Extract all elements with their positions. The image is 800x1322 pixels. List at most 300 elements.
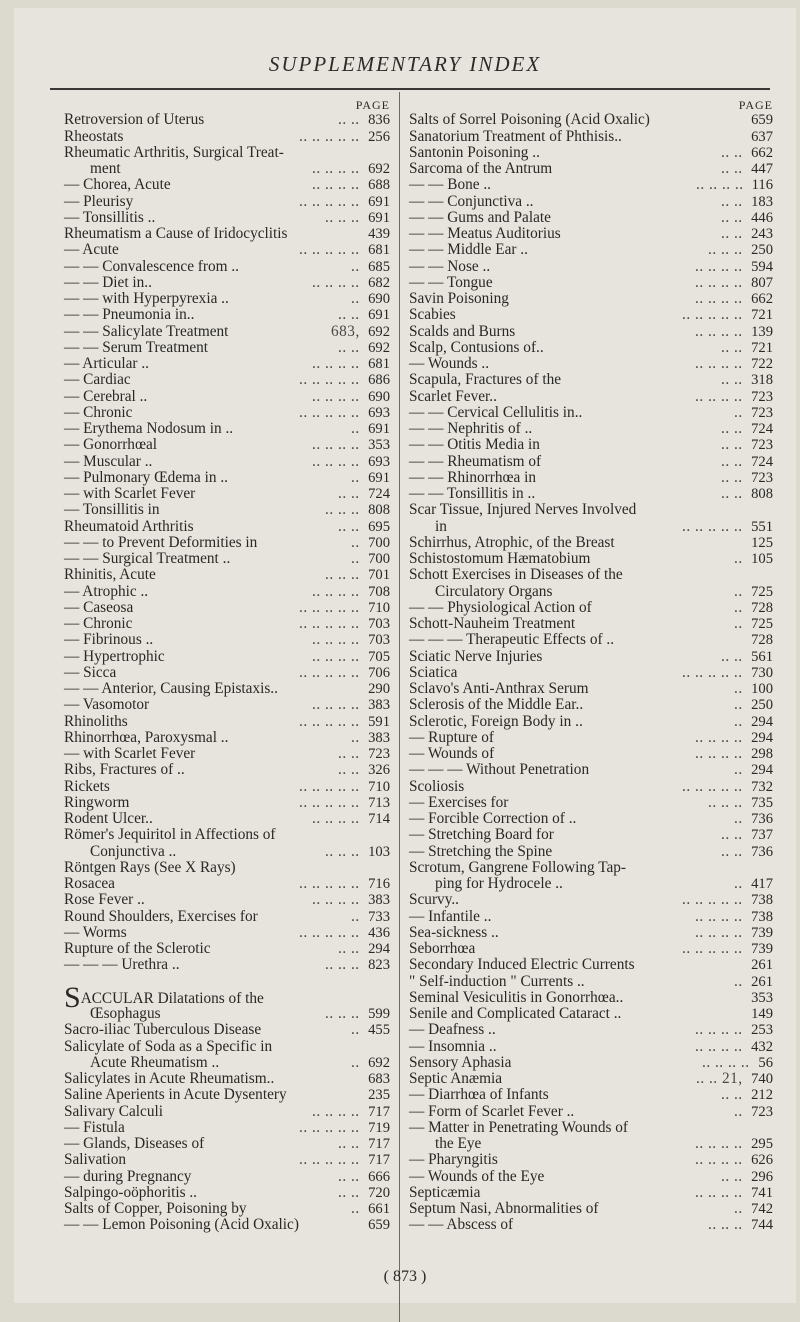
entry-term: — Tonsillitis in	[64, 501, 160, 519]
entry-term: ment	[90, 160, 121, 177]
entry-term: Sciatic Nerve Injuries	[409, 647, 543, 665]
page-header: SUPPLEMENTARY INDEX	[268, 52, 542, 76]
entry-term: — Chronic	[64, 403, 133, 421]
entry-page-number: 735	[751, 794, 773, 811]
entry-leader: .. ..	[721, 338, 743, 356]
index-entry	[409, 1136, 773, 1152]
index-entry	[409, 486, 773, 502]
entry-page-number: 256	[368, 128, 390, 145]
entry-term: Salts of Copper, Poisoning by	[64, 1200, 247, 1217]
index-entry	[64, 860, 390, 876]
entry-leader: ..	[734, 680, 743, 697]
index-entry	[64, 1169, 390, 1185]
entry-leader: ..	[351, 1053, 360, 1071]
entry-leader: .. .. .. ..	[695, 355, 743, 372]
entry-page-number: 723	[751, 404, 773, 421]
entry-term: — — — Without Penetration	[409, 761, 590, 779]
entry-leader: .. .. .. .. ..	[682, 940, 743, 957]
entry-leader: ..	[351, 257, 360, 275]
index-entry	[409, 1039, 773, 1055]
entry-page-number: 714	[368, 811, 390, 827]
entry-leader: .. .. .. .. ..	[299, 923, 360, 941]
entry-term: Saline Aperients in Acute Dysentery	[64, 1086, 287, 1104]
entry-term: Œsophagus	[90, 1005, 161, 1022]
index-entry	[64, 356, 390, 372]
entry-leader: ..	[351, 1200, 360, 1217]
entry-page-number: 723	[751, 1103, 773, 1120]
entry-page-number: 738	[751, 908, 773, 925]
entry-leader: .. ..	[338, 1183, 360, 1201]
entry-leader: .. .. .. .. ..	[682, 777, 743, 795]
entry-page-number: 432	[751, 1038, 773, 1055]
entry-term: — Muscular ..	[64, 452, 153, 470]
entry-term: Septic Anæmia	[409, 1070, 503, 1087]
entry-page-number: 691	[368, 307, 390, 324]
index-entry	[64, 1039, 390, 1055]
entry-page-number: 681	[368, 356, 390, 372]
entry-page-number: 662	[751, 144, 773, 161]
index-entry	[409, 697, 773, 713]
entry-term: Rose Fever ..	[64, 891, 145, 909]
entry-term: — Fibrinous ..	[64, 631, 154, 649]
index-entry	[64, 535, 390, 551]
entry-leader: ..	[351, 907, 360, 925]
index-entry	[64, 892, 390, 908]
entry-leader: ..	[734, 550, 743, 567]
index-entry	[64, 957, 390, 973]
entry-leader: ..	[734, 761, 743, 779]
entry-page-number: 561	[751, 648, 773, 665]
entry-leader: .. .. ..	[325, 208, 360, 226]
entry-leader: .. .. .. ..	[695, 273, 743, 291]
entry-page-number: 717	[368, 1136, 390, 1152]
entry-page-number: 659	[751, 112, 773, 129]
entry-term: — Stretching the Spine	[409, 842, 553, 860]
entry-leader: .. ..	[721, 436, 743, 454]
entry-page-number: 693	[368, 453, 390, 470]
index-entry	[64, 632, 390, 648]
entry-page-number: 436	[368, 924, 390, 941]
entry-term: — — Physiological Action of	[409, 598, 592, 616]
index-entry	[409, 827, 773, 843]
entry-term: — Rupture of	[409, 728, 494, 746]
entry-page-number: 693	[368, 404, 390, 421]
entry-page-number: 353	[368, 437, 390, 454]
entry-term: Scoliosis	[409, 777, 465, 795]
entry-term: — — — Urethra ..	[64, 956, 180, 974]
entry-term: Scrotum, Gangrene Following Tap-	[409, 858, 627, 876]
index-entry	[64, 1022, 390, 1038]
entry-leader: .. .. .. .. ..	[299, 615, 360, 632]
entry-page-number: 139	[751, 323, 773, 340]
index-entry	[409, 275, 773, 291]
index-entry	[409, 210, 773, 226]
index-entry	[64, 502, 390, 518]
entry-page-number: 706	[368, 664, 390, 681]
entry-term: Sclerosis of the Middle Ear..	[409, 696, 584, 714]
entry-term: — Atrophic ..	[64, 582, 149, 600]
entry-leader: .. .. .. ..	[696, 176, 744, 194]
entry-leader: .. .. .. ..	[695, 923, 743, 941]
entry-term: Sciatica	[409, 663, 458, 681]
entry-term: Savin Poisoning	[409, 290, 509, 307]
entry-leader: .. .. .. ..	[312, 810, 360, 827]
index-entry	[64, 681, 390, 697]
entry-page-number: 701	[368, 567, 390, 584]
entry-term: Salivary Calculi	[64, 1102, 163, 1120]
index-entry	[64, 259, 390, 275]
entry-leader: ..	[734, 598, 743, 616]
entry-leader: .. .. ..	[708, 1216, 743, 1234]
entry-leader: ..	[734, 615, 743, 632]
entry-page-number: 732	[751, 778, 773, 795]
entry-term: — — Salicylate Treatment	[64, 322, 229, 340]
entry-leader: .. .. .. .. ..	[299, 793, 360, 811]
entry-page-number: 728	[751, 632, 773, 649]
index-entry	[409, 990, 773, 1006]
entry-term: " Self-induction " Currents ..	[409, 972, 585, 990]
index-entry	[64, 665, 390, 681]
entry-leader: .. .. .. ..	[312, 647, 360, 665]
entry-term: — — Anterior, Causing Epistaxis..	[64, 680, 278, 697]
index-entry	[64, 941, 390, 957]
entry-leader: ..	[351, 468, 360, 486]
entry-term: — Chorea, Acute	[64, 176, 171, 194]
entry-term: — Sicca	[64, 663, 117, 681]
entry-leader: .. ..	[721, 160, 743, 177]
entry-page-number: 691	[368, 421, 390, 437]
index-entry	[409, 714, 773, 730]
index-entry	[409, 307, 773, 323]
entry-term: Schott-Nauheim Treatment	[409, 615, 576, 632]
entry-page-number: 626	[751, 1152, 773, 1169]
entry-term: — Erythema Nodosum in ..	[64, 420, 234, 437]
entry-term: — during Pregnancy	[64, 1167, 192, 1185]
entry-page-number: 717	[368, 1152, 390, 1169]
entry-term: — — Nose ..	[409, 257, 491, 275]
index-entry	[409, 925, 773, 941]
entry-leader: .. .. .. ..	[312, 160, 360, 177]
index-entry	[64, 600, 390, 616]
entry-page-number: 723	[751, 437, 773, 454]
entry-page-number: 703	[368, 632, 390, 649]
entry-leader: .. .. .. ..	[312, 452, 360, 470]
entry-term: — — Convalescence from ..	[64, 257, 240, 275]
entry-leader: ..	[351, 550, 360, 567]
entry-leader: .. ..	[338, 745, 360, 762]
entry-page-number: 294	[751, 762, 773, 779]
entry-term: Scabies	[409, 306, 456, 324]
index-entry	[409, 259, 773, 275]
index-entry	[64, 697, 390, 713]
entry-leader: ..	[734, 1200, 743, 1217]
entry-page-number: 56	[758, 1054, 773, 1071]
entry-page-number: 721	[751, 307, 773, 324]
index-entry	[64, 909, 390, 925]
index-entry	[409, 535, 773, 551]
entry-term: — Forcible Correction of ..	[409, 810, 577, 827]
entry-page-number: 682	[368, 274, 390, 291]
index-entry	[409, 1022, 773, 1038]
entry-leader: .. .. .. .. ..	[299, 192, 360, 210]
entry-page-number: 736	[751, 811, 773, 827]
index-entry	[409, 730, 773, 746]
entry-page-number: 710	[368, 599, 390, 616]
entry-leader: .. .. .. ..	[695, 1037, 743, 1055]
entry-page-number: 692	[368, 339, 390, 356]
entry-page-number: 705	[368, 648, 390, 665]
index-entry	[409, 356, 773, 372]
entry-page-number: 703	[368, 616, 390, 632]
entry-page-number: 692	[368, 161, 390, 177]
entry-leader: .. .. .. ..	[312, 355, 360, 372]
entry-term: — — Gums and Palate	[409, 208, 551, 226]
entry-term: Sea-sickness ..	[409, 923, 499, 941]
entry-page-number: 294	[751, 729, 773, 746]
entry-leader: .. .. .. ..	[695, 1135, 743, 1152]
entry-term: Sclerotic, Foreign Body in ..	[409, 712, 583, 730]
entry-term: — Vasomotor	[64, 696, 150, 714]
index-entry	[409, 112, 773, 128]
entry-page-number: 683	[368, 1071, 390, 1087]
index-entry	[409, 876, 773, 892]
entry-term: — — Rhinorrhœa in	[409, 468, 537, 486]
index-entry	[409, 1217, 773, 1233]
entry-term: Rhinorrhœa, Paroxysmal ..	[64, 728, 229, 746]
entry-leader: .. ..	[721, 371, 743, 389]
index-entry	[64, 470, 390, 486]
index-entry	[64, 811, 390, 827]
entry-page-number: 720	[368, 1184, 390, 1201]
entry-term: — Articular ..	[64, 355, 149, 372]
entry-page-number: 744	[751, 1217, 773, 1234]
entry-leader: .. .. .. ..	[695, 745, 743, 762]
index-entry	[64, 1136, 390, 1152]
entry-leader: .. ..	[338, 338, 360, 356]
index-entry	[409, 1169, 773, 1185]
entry-leader: .. .. .. ..	[695, 907, 743, 925]
index-entry	[64, 1152, 390, 1168]
entry-leader: .. ..	[721, 225, 743, 242]
entry-page-number: 637	[751, 128, 773, 145]
entry-term: Septum Nasi, Abnormalities of	[409, 1200, 599, 1217]
entry-leader: .. .. .. .. ..	[299, 1118, 360, 1136]
entry-page-number: 713	[368, 794, 390, 811]
index-entry	[64, 649, 390, 665]
entry-term: — Pharyngitis	[409, 1151, 498, 1169]
entry-term: in	[435, 517, 447, 535]
index-entry	[409, 177, 773, 193]
index-entry	[409, 421, 773, 437]
entry-page-number: 736	[751, 843, 773, 860]
entry-page-number: 722	[751, 356, 773, 372]
entry-term: Seminal Vesiculitis in Gonorrhœa..	[409, 988, 624, 1006]
entry-term: — Wounds of the Eye	[409, 1167, 545, 1185]
entry-leader: .. .. ..	[708, 793, 743, 811]
index-entry	[64, 1201, 390, 1217]
entry-page-number: 105	[751, 551, 773, 567]
index-entry	[409, 974, 773, 990]
entry-leader: .. .. .. ..	[695, 1151, 743, 1169]
entry-term: Scurvy..	[409, 891, 459, 909]
entry-page-number: 710	[368, 778, 390, 795]
entry-term: Rupture of the Sclerotic	[64, 940, 211, 957]
entry-term: — Wounds ..	[409, 355, 490, 372]
entry-leader: .. .. .. ..	[312, 582, 360, 600]
entry-leader: .. .. .. ..	[312, 891, 360, 909]
entry-term: — — to Prevent Deformities in	[64, 533, 258, 551]
entry-term: Scalp, Contusions of..	[409, 338, 544, 356]
index-entry	[409, 567, 773, 583]
entry-leader: .. ..	[338, 306, 360, 324]
index-entry	[64, 340, 390, 356]
entry-page-number: 686	[368, 372, 390, 389]
entry-term: — — with Hyperpyrexia ..	[64, 290, 229, 307]
entry-page-number: 808	[751, 486, 773, 502]
entry-leader: .. ..	[338, 761, 360, 779]
entry-page-number: 294	[751, 713, 773, 730]
entry-leader: ..	[734, 810, 743, 827]
page-column-label: PAGE	[355, 98, 390, 112]
index-entry	[64, 551, 390, 567]
entry-page-number: 261	[751, 957, 773, 974]
entry-page-number: 261	[751, 973, 773, 990]
entry-page-number: 737	[751, 827, 773, 844]
entry-page-number: 591	[368, 713, 390, 730]
entry-page-number: 725	[751, 616, 773, 632]
entry-term: Sclavo's Anti-Anthrax Serum	[409, 680, 589, 697]
entry-term: Round Shoulders, Exercises for	[64, 907, 258, 925]
entry-page-number: 728	[751, 599, 773, 616]
index-entry	[64, 324, 390, 340]
index-entry	[409, 194, 773, 210]
entry-page-number: 733	[368, 908, 390, 925]
index-entry	[64, 194, 390, 210]
entry-leader: .. .. .. .. ..	[299, 371, 360, 389]
entry-page-number: 235	[368, 1087, 390, 1104]
entry-term: — — Middle Ear ..	[409, 241, 528, 259]
entry-page-number: 741	[751, 1184, 773, 1201]
index-entry	[409, 909, 773, 925]
entry-term: — Tonsillitis ..	[64, 208, 156, 226]
index-entry	[409, 1104, 773, 1120]
entry-page-number: 723	[751, 469, 773, 486]
entry-page-number: 836	[368, 112, 390, 129]
entry-page-number: 125	[751, 534, 773, 551]
index-entry	[64, 129, 390, 145]
entry-page-number: 823	[368, 957, 390, 974]
entry-page-number: 243	[751, 226, 773, 242]
entry-page-number: 740	[751, 1071, 773, 1087]
entry-leader: .. .. .. ..	[312, 696, 360, 714]
entry-leader: .. ..	[721, 143, 743, 161]
index-entry	[64, 730, 390, 746]
entry-term: — Worms	[64, 923, 127, 941]
entry-term: — Chronic	[64, 615, 133, 632]
index-entry	[409, 1071, 773, 1087]
entry-leader: ..	[351, 728, 360, 746]
entry-term: — Matter in Penetrating Wounds of	[409, 1118, 628, 1136]
entry-term: Ringworm	[64, 793, 130, 811]
entry-term: Sanatorium Treatment of Phthisis..	[409, 127, 622, 145]
index-entry	[409, 519, 773, 535]
entry-page-number: 253	[751, 1022, 773, 1039]
entry-term: — — Abscess of	[409, 1216, 514, 1234]
entry-term: Schott Exercises in Diseases of the	[409, 566, 623, 584]
entry-term: — Pulmonary Œdema in ..	[64, 468, 229, 486]
entry-leader: ..	[734, 582, 743, 600]
entry-page-number: 183	[751, 193, 773, 210]
index-entry	[409, 372, 773, 388]
page-column-label: PAGE	[738, 98, 773, 112]
entry-page-number: 690	[368, 388, 390, 405]
index-column-right	[409, 96, 773, 1234]
entry-term: — — Cervical Cellulitis in..	[409, 403, 583, 421]
entry-leader: ..	[734, 696, 743, 714]
entry-term: Salivation	[64, 1151, 127, 1169]
index-entry	[409, 1185, 773, 1201]
index-entry	[64, 242, 390, 258]
index-entry	[64, 161, 390, 177]
entry-term: — — Bone ..	[409, 176, 492, 194]
entry-leader: .. ..	[338, 111, 360, 129]
entry-leader: .. .. .. ..	[312, 273, 360, 291]
entry-page-number: 691	[368, 193, 390, 210]
entry-leader: .. .. .. .. ..	[299, 127, 360, 145]
entry-leader: .. ..	[721, 1167, 743, 1185]
entry-term: — — Surgical Treatment ..	[64, 550, 231, 567]
entry-page-number: 383	[368, 729, 390, 746]
entry-page-number: 439	[368, 226, 390, 242]
entry-term: Sensory Aphasia	[409, 1053, 512, 1071]
index-entry	[64, 827, 390, 843]
entry-term: Ribs, Fractures of ..	[64, 761, 185, 779]
entry-leader: .. .. .. ..	[695, 728, 743, 746]
index-entry	[409, 389, 773, 405]
entry-term: — Stretching Board for	[409, 826, 554, 844]
entry-term: — Caseosa	[64, 598, 134, 616]
entry-page-number: 116	[751, 177, 773, 194]
entry-leader: .. .. ..	[325, 566, 360, 584]
index-entry	[64, 519, 390, 535]
entry-term: Circulatory Organs	[435, 582, 553, 600]
entry-leader: .. ..	[721, 192, 743, 210]
entry-term: Scarlet Fever..	[409, 387, 497, 405]
entry-page-number: 724	[368, 486, 390, 502]
entry-term: — Form of Scarlet Fever ..	[409, 1102, 575, 1120]
index-entry	[64, 779, 390, 795]
entry-term: Retroversion of Uterus	[64, 111, 205, 129]
entry-term: Sacro-iliac Tuberculous Disease	[64, 1021, 262, 1039]
entry-term: the Eye	[435, 1135, 482, 1152]
entry-term: Santonin Poisoning ..	[409, 143, 540, 161]
entry-term: — Insomnia ..	[409, 1037, 497, 1055]
entry-page-number: 723	[368, 746, 390, 762]
index-entry	[64, 762, 390, 778]
entry-term: Conjunctiva ..	[90, 842, 177, 860]
index-entry	[64, 876, 390, 892]
entry-term: Scapula, Fractures of the	[409, 371, 562, 389]
entry-term: Salicylate of Soda as a Specific in	[64, 1037, 273, 1055]
entry-page-number: 691	[368, 469, 390, 486]
entry-page-number: 723	[751, 388, 773, 405]
entry-page-number: 691	[368, 209, 390, 226]
entry-term: Sarcoma of the Antrum	[409, 160, 553, 177]
entry-page-number: 212	[751, 1087, 773, 1104]
entry-term: — — Lemon Poisoning (Acid Oxalic)	[64, 1216, 299, 1234]
entry-page-number: 742	[751, 1201, 773, 1217]
entry-page-number: 326	[368, 762, 390, 779]
